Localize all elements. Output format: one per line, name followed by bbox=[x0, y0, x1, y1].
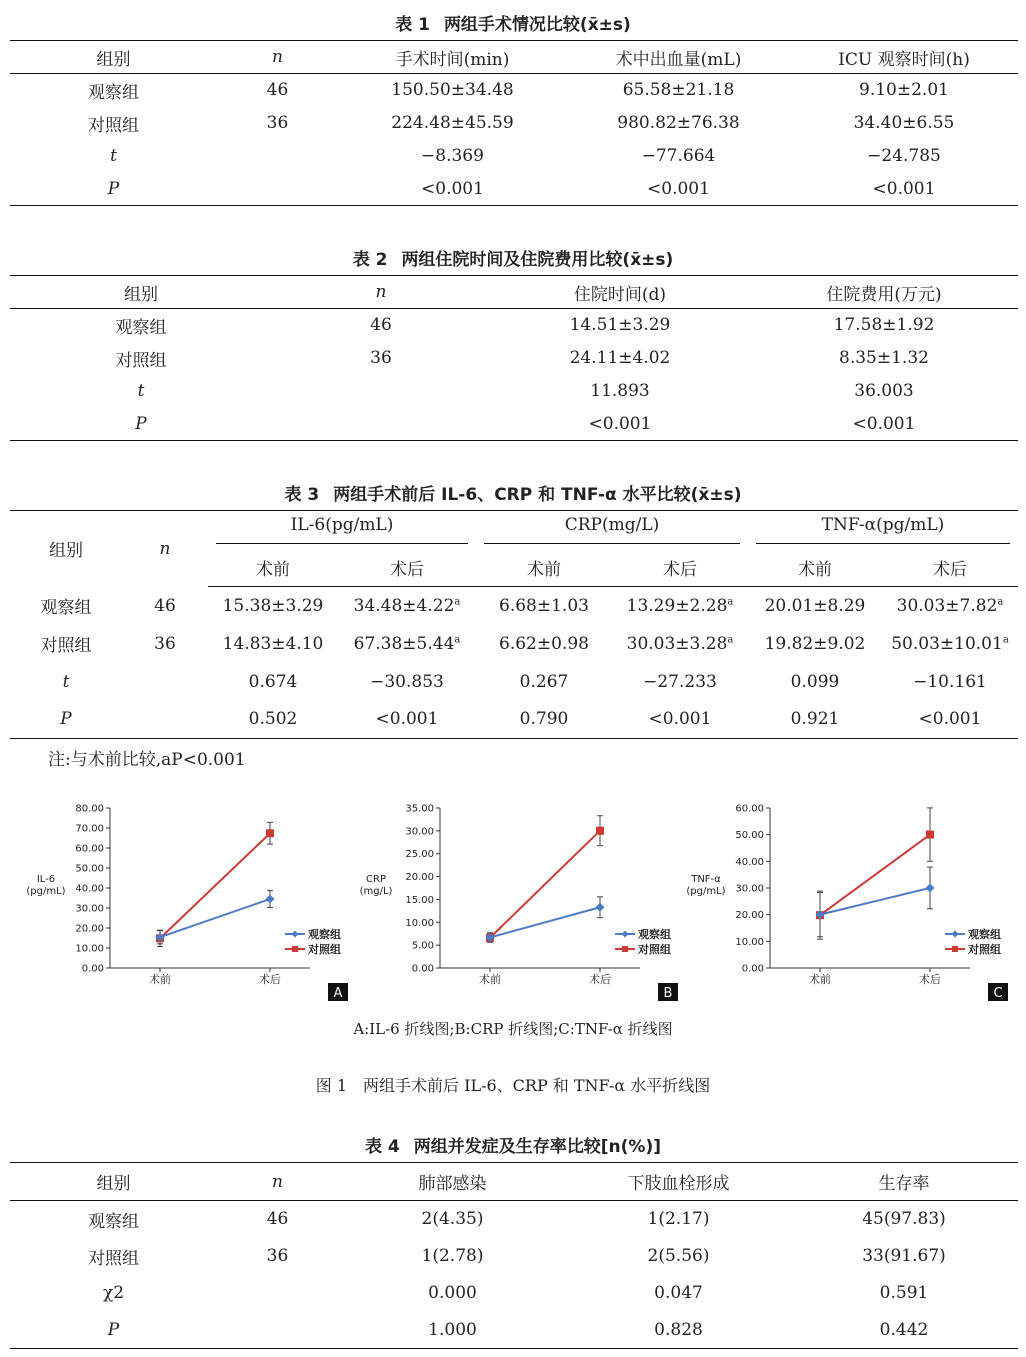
table3-note: 注:与术前比较,aP<0.001 bbox=[48, 750, 246, 770]
y-axis-label: CRP bbox=[366, 874, 386, 885]
table-cell: 0.047 bbox=[654, 1283, 703, 1303]
table-cell: 0.267 bbox=[519, 671, 569, 692]
table-cell: −10.161 bbox=[913, 671, 987, 692]
table-cell: 46 bbox=[154, 595, 176, 616]
table2-header: n bbox=[272, 276, 490, 309]
x-tick-label: 术前 bbox=[479, 973, 501, 986]
table-cell bbox=[272, 408, 490, 441]
table-cell: 980.82±76.38 bbox=[617, 113, 740, 133]
table-cell: 14.83±4.10 bbox=[222, 633, 324, 654]
table-cell: 6.62±0.98 bbox=[499, 633, 589, 654]
y-tick-label: 40.00 bbox=[735, 856, 764, 868]
data-point bbox=[266, 895, 275, 904]
table-cell: 50.03±10.01$^a$ bbox=[891, 633, 1009, 654]
x-tick-label: 术后 bbox=[589, 973, 611, 986]
table4-caption bbox=[0, 1132, 1026, 1157]
y-tick-label: 15.00 bbox=[405, 894, 434, 906]
y-tick-label: 35.00 bbox=[405, 803, 434, 815]
y-tick-label: 50.00 bbox=[75, 863, 104, 875]
table-cell: 6.68±1.03 bbox=[499, 595, 589, 616]
table-cell: 1(2.78) bbox=[421, 1246, 484, 1266]
x-tick-label: 术前 bbox=[149, 973, 171, 986]
figure-title: 图 1 两组手术前后 IL-6、CRP 和 TNF-α 水平折线图 bbox=[315, 1076, 711, 1095]
table-cell: 34.40±6.55 bbox=[853, 113, 955, 133]
table-cell: 17.58±1.92 bbox=[833, 315, 935, 336]
table4-header: 下肢血栓形成 bbox=[567, 1163, 790, 1201]
table1-caption bbox=[0, 10, 1026, 35]
table-cell: 30.03±3.28$^a$ bbox=[626, 633, 734, 654]
y-tick-label: 10.00 bbox=[405, 917, 434, 929]
table-cell: −8.369 bbox=[421, 146, 484, 166]
table1-header: 术中出血量(mL) bbox=[567, 41, 790, 74]
table-cell: 对照组 bbox=[40, 636, 92, 656]
table-row bbox=[10, 140, 1018, 173]
table3-span-il6: IL-6(pg/mL) bbox=[208, 511, 476, 549]
table-cell: <0.001 bbox=[421, 178, 484, 199]
table-cell: 20.01±8.29 bbox=[764, 595, 866, 616]
y-axis-label-unit: (mg/L) bbox=[359, 886, 393, 897]
table-cell: χ2 bbox=[102, 1283, 125, 1303]
table-cell: <0.001 bbox=[918, 709, 982, 730]
y-tick-label: 60.00 bbox=[75, 843, 104, 855]
table4-header: n bbox=[217, 1163, 338, 1201]
table4-header: 肺部感染 bbox=[338, 1163, 567, 1201]
legend-label: 观察组 bbox=[968, 928, 1001, 941]
table-cell: 0.099 bbox=[790, 671, 840, 692]
table-cell: P bbox=[107, 178, 120, 199]
table3-subheader: 术前 bbox=[208, 549, 338, 587]
table1 bbox=[10, 40, 1018, 206]
y-tick-label: 30.00 bbox=[735, 883, 764, 895]
table-cell: <0.001 bbox=[588, 413, 652, 434]
legend-label: 对照组 bbox=[638, 943, 671, 956]
table-cell: P bbox=[60, 709, 72, 730]
table1-header: n bbox=[217, 41, 338, 74]
chart-panel-c bbox=[680, 800, 1010, 1005]
table1-header: 手术时间(min) bbox=[338, 41, 567, 74]
y-axis-label: TNF-α bbox=[691, 874, 721, 885]
y-tick-label: 20.00 bbox=[735, 910, 764, 922]
y-tick-label: 10.00 bbox=[735, 936, 764, 948]
table-cell: 30.03±7.82$^a$ bbox=[896, 595, 1004, 616]
table-cell: 46 bbox=[266, 80, 289, 101]
table-cell: <0.001 bbox=[375, 709, 439, 730]
table-row bbox=[10, 701, 1018, 739]
table4-header: 组别 bbox=[10, 1163, 217, 1201]
table3-header-n: n bbox=[159, 538, 171, 559]
table-cell: 观察组 bbox=[88, 1211, 139, 1232]
table-row bbox=[10, 375, 1018, 408]
table1-header: 组别 bbox=[10, 41, 217, 74]
legend-label: 对照组 bbox=[968, 943, 1001, 956]
table-row bbox=[10, 173, 1018, 206]
table-cell bbox=[217, 173, 338, 206]
table-cell: 24.11±4.02 bbox=[569, 348, 671, 368]
table-row bbox=[10, 74, 1018, 107]
table3-number: 表 3 bbox=[284, 485, 320, 505]
data-point bbox=[596, 903, 605, 912]
table-cell: 67.38±5.44$^a$ bbox=[353, 633, 461, 654]
y-tick-label: 5.00 bbox=[411, 940, 434, 952]
table3-caption bbox=[0, 480, 1026, 505]
y-tick-label: 50.00 bbox=[735, 830, 764, 842]
legend-marker bbox=[952, 931, 959, 938]
series-line bbox=[820, 835, 930, 916]
table-cell: 0.591 bbox=[879, 1283, 929, 1303]
table-cell: 9.10±2.01 bbox=[859, 80, 949, 101]
x-tick-label: 术前 bbox=[809, 973, 831, 986]
table-cell: 1.000 bbox=[428, 1319, 477, 1340]
table-cell: 对照组 bbox=[115, 350, 167, 371]
table-row bbox=[10, 107, 1018, 140]
table-row bbox=[10, 587, 1018, 625]
data-point bbox=[926, 831, 934, 839]
table-cell: 对照组 bbox=[88, 115, 139, 136]
series-line bbox=[160, 899, 270, 937]
table-cell bbox=[217, 1312, 338, 1349]
legend-marker bbox=[622, 946, 628, 952]
table-cell: 11.893 bbox=[590, 381, 650, 401]
table3-subheader: 术前 bbox=[476, 549, 612, 587]
table-cell: 45(97.83) bbox=[862, 1209, 946, 1230]
table-cell: 36 bbox=[266, 1246, 289, 1266]
series-line bbox=[160, 833, 270, 938]
table-cell: 8.35±1.32 bbox=[839, 348, 929, 368]
table-cell: 观察组 bbox=[88, 82, 139, 103]
table-cell: <0.001 bbox=[648, 709, 712, 730]
table-cell bbox=[217, 140, 338, 173]
table-cell: t bbox=[62, 671, 70, 692]
table2-header: 住院费用(万元) bbox=[750, 276, 1018, 309]
table2-header: 组别 bbox=[10, 276, 272, 309]
legend-marker bbox=[292, 931, 299, 938]
table1-header: ICU 观察时间(h) bbox=[790, 41, 1018, 74]
table3-span-crp: CRP(mg/L) bbox=[476, 511, 748, 549]
y-tick-label: 0.00 bbox=[741, 963, 764, 975]
table-cell: 15.38±3.29 bbox=[222, 595, 324, 616]
table-cell: 2(5.56) bbox=[647, 1246, 710, 1266]
table-row bbox=[10, 1201, 1018, 1238]
panel-letter: C bbox=[993, 986, 1003, 1001]
table-cell: 0.442 bbox=[879, 1319, 929, 1340]
y-axis-label-unit: (pg/mL) bbox=[26, 886, 66, 897]
table2-title: 两组住院时间及住院费用比较(x̄±s) bbox=[401, 250, 674, 270]
table-cell: P bbox=[107, 1319, 120, 1340]
table3-subheader: 术后 bbox=[882, 549, 1018, 587]
legend-label: 对照组 bbox=[308, 943, 341, 956]
y-tick-label: 70.00 bbox=[75, 823, 104, 835]
table-cell: 14.51±3.29 bbox=[569, 315, 671, 336]
table2-caption bbox=[0, 245, 1026, 270]
data-point bbox=[596, 827, 604, 835]
table-cell: 33(91.67) bbox=[862, 1246, 946, 1266]
table-row bbox=[10, 625, 1018, 663]
y-axis-label-unit: (pg/mL) bbox=[686, 886, 726, 897]
table-cell: −24.785 bbox=[867, 146, 941, 166]
table-cell: 对照组 bbox=[88, 1248, 139, 1269]
table4 bbox=[10, 1162, 1018, 1349]
data-point bbox=[926, 883, 935, 892]
table4-title: 两组并发症及生存率比较[n(%)] bbox=[413, 1137, 661, 1157]
table-cell: 150.50±34.48 bbox=[391, 80, 514, 101]
table-cell: 46 bbox=[370, 315, 392, 336]
legend-label: 观察组 bbox=[308, 928, 341, 941]
table-cell: 224.48±45.59 bbox=[391, 113, 514, 133]
table-cell: 1(2.17) bbox=[647, 1209, 710, 1230]
table-cell: 观察组 bbox=[115, 317, 167, 338]
panel-letter: A bbox=[333, 986, 343, 1001]
table-cell: P bbox=[135, 413, 147, 434]
table-cell: 0.502 bbox=[248, 709, 298, 730]
table-cell bbox=[122, 663, 208, 701]
table-row bbox=[10, 309, 1018, 342]
table3-span-tnf: TNF-α(pg/mL) bbox=[748, 511, 1018, 549]
table-cell: 0.828 bbox=[654, 1319, 703, 1340]
table-row bbox=[10, 1238, 1018, 1275]
table3-subheader: 术后 bbox=[612, 549, 748, 587]
table4-header: 生存率 bbox=[790, 1163, 1018, 1201]
figure-panel-note: A:IL-6 折线图;B:CRP 折线图;C:TNF-α 折线图 bbox=[353, 1020, 673, 1038]
table-cell: 0.000 bbox=[428, 1283, 477, 1303]
y-tick-label: 30.00 bbox=[75, 903, 104, 915]
table-cell: <0.001 bbox=[852, 413, 916, 434]
table-cell: 65.58±21.18 bbox=[622, 80, 735, 101]
table-cell: 0.921 bbox=[790, 709, 840, 730]
panel-letter: B bbox=[663, 986, 673, 1001]
chart-panel-a bbox=[20, 800, 350, 1005]
table3-title: 两组手术前后 IL-6、CRP 和 TNF-α 水平比较(x̄±s) bbox=[333, 485, 742, 505]
table-cell: 34.48±4.22$^a$ bbox=[353, 595, 461, 616]
legend-label: 观察组 bbox=[638, 928, 671, 941]
table-cell: 2(4.35) bbox=[421, 1209, 484, 1230]
table-row bbox=[10, 342, 1018, 375]
table-cell bbox=[122, 701, 208, 739]
table-cell: 46 bbox=[266, 1209, 289, 1230]
y-axis-label: IL-6 bbox=[36, 874, 56, 885]
table2-number: 表 2 bbox=[352, 250, 388, 270]
table3-subheader: 术后 bbox=[338, 549, 476, 587]
table2 bbox=[10, 275, 1018, 441]
y-tick-label: 20.00 bbox=[75, 923, 104, 935]
x-tick-label: 术后 bbox=[259, 973, 281, 986]
x-tick-label: 术后 bbox=[919, 973, 941, 986]
table-cell: −77.664 bbox=[641, 146, 716, 166]
table-cell: 观察组 bbox=[40, 598, 92, 618]
table-cell: 36.003 bbox=[854, 381, 914, 401]
table-cell: 0.790 bbox=[519, 709, 569, 730]
y-tick-label: 0.00 bbox=[81, 963, 104, 975]
table4-number: 表 4 bbox=[365, 1137, 400, 1157]
y-tick-label: 60.00 bbox=[735, 803, 764, 815]
table-cell: t bbox=[137, 381, 145, 401]
table-cell: −30.853 bbox=[370, 671, 444, 692]
table-cell: 19.82±9.02 bbox=[764, 633, 866, 654]
table-row bbox=[10, 663, 1018, 701]
data-point bbox=[266, 829, 274, 837]
table-cell bbox=[217, 1275, 338, 1312]
table-cell: 36 bbox=[370, 348, 392, 368]
table-cell: 13.29±2.28$^a$ bbox=[626, 595, 734, 616]
table-row bbox=[10, 1275, 1018, 1312]
table1-number: 表 1 bbox=[395, 15, 430, 35]
series-line bbox=[820, 888, 930, 915]
y-tick-label: 25.00 bbox=[405, 849, 434, 861]
table-cell: t bbox=[110, 146, 117, 166]
table-cell: <0.001 bbox=[872, 178, 936, 199]
table2-header: 住院时间(d) bbox=[490, 276, 750, 309]
table-row bbox=[10, 408, 1018, 441]
y-tick-label: 0.00 bbox=[411, 963, 434, 975]
legend-marker bbox=[952, 946, 958, 952]
table-cell: 36 bbox=[266, 113, 289, 133]
y-tick-label: 20.00 bbox=[405, 872, 434, 884]
table3-subheader: 术前 bbox=[748, 549, 882, 587]
table-cell: <0.001 bbox=[647, 178, 710, 199]
table3-header-group: 组别 bbox=[49, 541, 83, 562]
chart-panel-b bbox=[350, 800, 680, 1005]
y-tick-label: 30.00 bbox=[405, 826, 434, 838]
table1-title: 两组手术情况比较(x̄±s) bbox=[443, 15, 631, 35]
table-cell: 0.674 bbox=[248, 671, 298, 692]
y-tick-label: 80.00 bbox=[75, 803, 104, 815]
y-tick-label: 40.00 bbox=[75, 883, 104, 895]
table-cell bbox=[272, 375, 490, 408]
table-cell: −27.233 bbox=[643, 671, 717, 692]
y-tick-label: 10.00 bbox=[75, 943, 104, 955]
legend-marker bbox=[292, 946, 298, 952]
table3 bbox=[10, 510, 1018, 739]
legend-marker bbox=[622, 931, 629, 938]
table-row bbox=[10, 1312, 1018, 1349]
table-cell: 36 bbox=[154, 633, 176, 654]
